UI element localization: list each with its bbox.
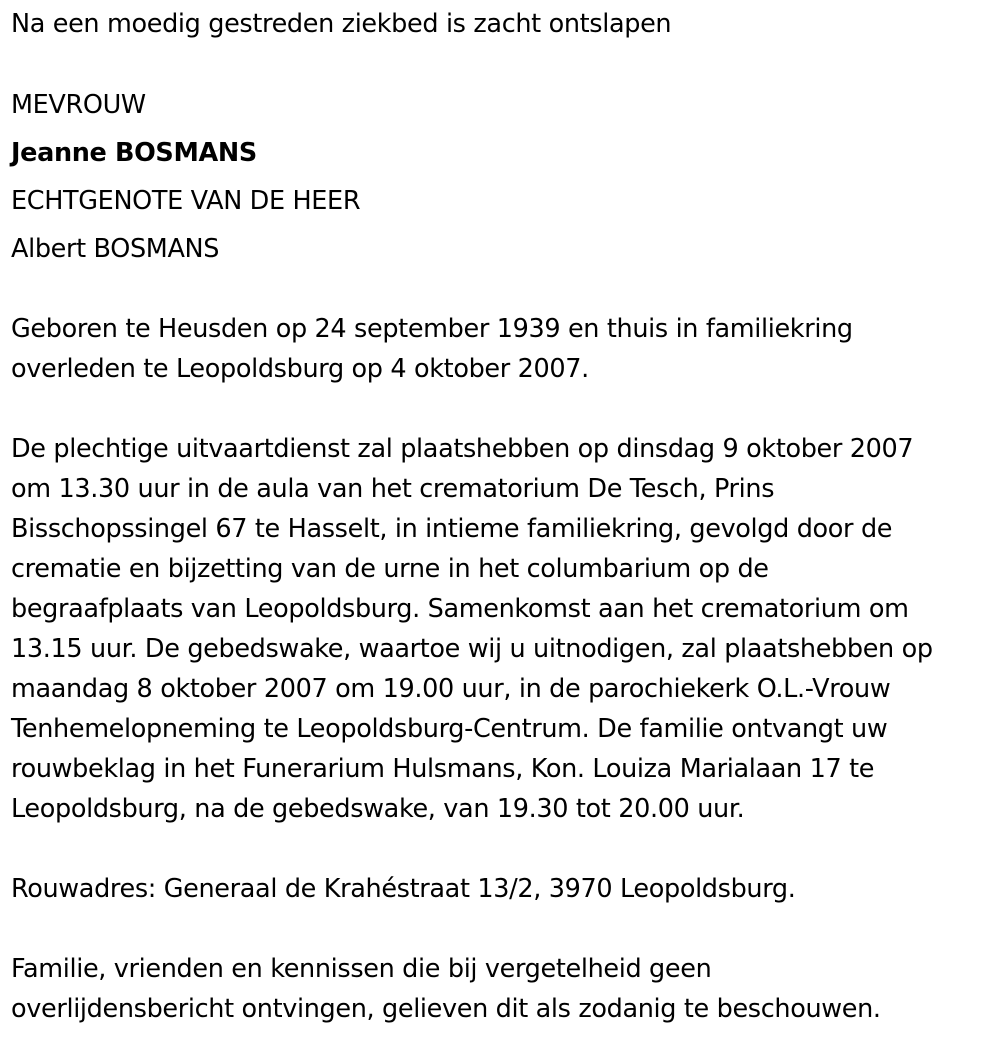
paragraph-line: begraafplaats van Leopoldsburg. Samenkomst aan het crematorium om (11, 594, 909, 624)
intro-text: Na een moedig gestreden ziekbed is zacht ontslapen (11, 9, 672, 39)
mourning-address: Rouwadres: Generaal de Krahéstraat 13/2, 3970 Leopoldsburg. (11, 874, 796, 904)
paragraph-line: De plechtige uitvaartdienst zal plaatshebben op dinsdag 9 oktober 2007 (11, 434, 914, 464)
paragraph-line: Geboren te Heusden op 24 september 1939 en thuis in familiekring (11, 314, 853, 344)
paragraph-line: om 13.30 uur in de aula van het crematorium De Tesch, Prins (11, 474, 775, 504)
title-text: MEVROUW (11, 90, 146, 120)
paragraph-line: maandag 8 oktober 2007 om 19.00 uur, in de parochiekerk O.L.-Vrouw (11, 674, 891, 704)
paragraph-line: overleden te Leopoldsburg op 4 oktober 2007. (11, 354, 589, 384)
paragraph-line: crematie en bijzetting van de urne in het columbarium op de (11, 554, 769, 584)
paragraph-line: rouwbeklag in het Funerarium Hulsmans, Kon. Louiza Marialaan 17 te (11, 754, 875, 784)
relation-text: ECHTGENOTE VAN DE HEER (11, 186, 361, 216)
spouse-name: Albert BOSMANS (11, 234, 220, 264)
paragraph-line: Leopoldsburg, na de gebedswake, van 19.30 tot 20.00 uur. (11, 794, 745, 824)
deceased-name: Jeanne BOSMANS (11, 138, 257, 168)
paragraph-line: Tenhemelopneming te Leopoldsburg-Centrum. De familie ontvangt uw (11, 714, 888, 744)
paragraph-line: Familie, vrienden en kennissen die bij vergetelheid geen (11, 954, 712, 984)
paragraph-line: 13.15 uur. De gebedswake, waartoe wij u uitnodigen, zal plaatshebben op (11, 634, 933, 664)
paragraph-line: Bisschopssingel 67 te Hasselt, in intieme familiekring, gevolgd door de (11, 514, 893, 544)
paragraph-line: overlijdensbericht ontvingen, gelieven dit als zodanig te beschouwen. (11, 994, 881, 1024)
